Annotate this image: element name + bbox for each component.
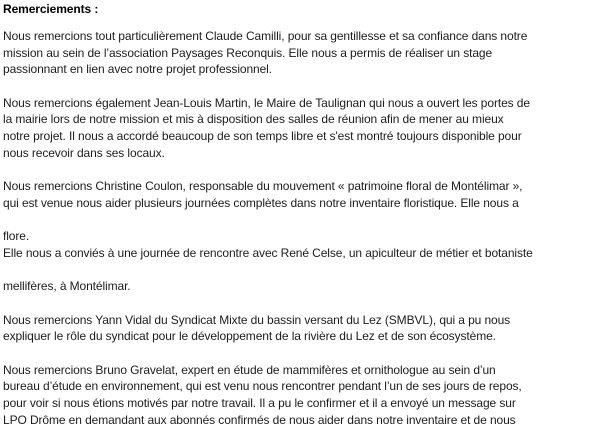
text-line: pour voir si nous étions motivés par notre travail. Il a pu le confirmer et il a envoyé un message sur [3,396,516,411]
text-line: qui est venue nous aider plusieurs journées complètes dans notre inventaire floristique. Elle nous a [3,195,519,210]
text-line: passionnant en lien avec notre projet professionnel. [3,62,272,77]
text-line: Nous remercions Bruno Gravelat, expert en étude de mammifères et ornithologue au sein d’un [3,362,496,377]
paragraph [3,178,607,211]
text-line: mellifères, à Montélimar. [3,279,131,294]
document-body [3,28,607,428]
text-line: LPO Drôme en demandant aux abonnés confirmés de nous aider dans notre inventaire et de nous [3,412,516,427]
text-line: Nous remercions également Jean-Louis Martin, le Maire de Taulignan qui nous a ouvert les portes de [3,95,530,110]
text-line: Elle nous a conviés à une journée de rencontre avec René Celse, un apiculteur de métier et botaniste [3,245,533,260]
text-line: Nous remercions Christine Coulon, responsable du mouvement « patrimoine floral de Montélimar », [3,179,523,194]
paragraph [3,95,607,162]
paragraph [3,228,607,261]
text-line: mission au sein de l’association Paysages Reconquis. Elle nous a permis de réaliser un stage [3,45,493,60]
text-line: Nous remercions tout particulièrement Claude Camilli, pour sa gentillesse et sa confiance dans notre [3,28,528,43]
paragraph [3,362,607,428]
paragraph [3,312,607,345]
paragraph [3,28,607,78]
paragraph [3,278,607,295]
text-line: flore. [3,229,30,244]
text-line: la mairie lors de notre mission et mis à disposition des salles de réunion afin de mener au mieux [3,112,504,127]
document-title: Remerciements : [3,2,99,16]
text-line: notre projet. Il nous a accordé beaucoup de son temps libre et s'est montré toujours disponible pour [3,129,522,144]
text-line: nous recevoir dans ses locaux. [3,145,165,160]
text-line: Nous remercions Yann Vidal du Syndicat Mixte du bassin versant du Lez (SMBVL), qui a pu nous [3,312,511,327]
text-line: expliquer le rôle du syndicat pour le développement de la rivière du Lez et de son écosystème. [3,329,496,344]
text-line: bureau d’étude en environnement, qui est venu nous rencontrer pendant l’un de ses jours de repos, [3,379,522,394]
